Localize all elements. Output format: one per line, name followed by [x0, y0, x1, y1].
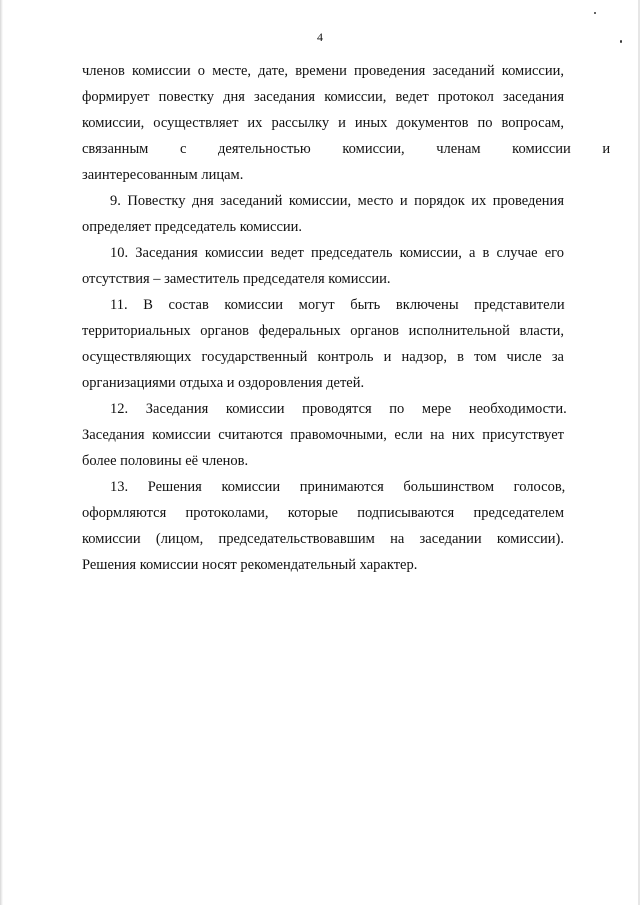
text-line: 9. Повестку дня заседаний комиссии, место и порядок их проведения — [110, 193, 564, 209]
text-line: 10. Заседания комиссии ведет председатель комиссии, а в случае его — [110, 245, 564, 261]
paragraph-continued — [82, 58, 611, 188]
text-line: формирует повестку дня заседания комиссии, ведет протокол заседания — [82, 89, 564, 105]
text-line: связанным с деятельностью комиссии, членам комиссии и — [82, 141, 611, 157]
document-body — [82, 58, 611, 578]
text-line: определяет председатель комиссии. — [82, 219, 303, 235]
page-left-edge — [0, 0, 3, 905]
paragraph-item-10 — [82, 240, 564, 292]
paragraph-item-11 — [82, 292, 564, 396]
text-line: территориальных органов федеральных органов исполнительной власти, — [82, 323, 564, 339]
text-line: 13. Решения комиссии принимаются большинством голосов, — [110, 479, 566, 495]
text-line: комиссии, осуществляет их рассылку и иных документов по вопросам, — [82, 115, 564, 131]
text-line: членов комиссии о месте, дате, времени проведения заседаний комиссии, — [82, 63, 564, 79]
text-line: оформляются протоколами, которые подписываются председателем — [82, 505, 564, 521]
page-number: 4 — [317, 30, 323, 44]
text-line: комиссии (лицом, председательствовавшим на заседании комиссии). — [82, 531, 564, 547]
text-line: осуществляющих государственный контроль и надзор, в том числе за — [82, 349, 564, 365]
text-line: заинтересованным лицам. — [82, 167, 244, 183]
scan-speck — [594, 12, 596, 14]
text-line: 12. Заседания комиссии проводятся по мере необходимости. — [110, 401, 567, 417]
paragraph-item-13 — [82, 474, 564, 578]
text-line: отсутствия – заместитель председателя комиссии. — [82, 271, 391, 287]
text-line: более половины её членов. — [82, 453, 249, 469]
paragraph-item-9 — [82, 188, 564, 240]
text-line: организациями отдыха и оздоровления детей. — [82, 375, 365, 391]
paragraph-item-12 — [82, 396, 567, 474]
text-line: Заседания комиссии считаются правомочными, если на них присутствует — [82, 427, 564, 443]
text-line: Решения комиссии носят рекомендательный характер. — [82, 557, 418, 573]
text-line: 11. В состав комиссии могут быть включены представители — [110, 297, 565, 313]
